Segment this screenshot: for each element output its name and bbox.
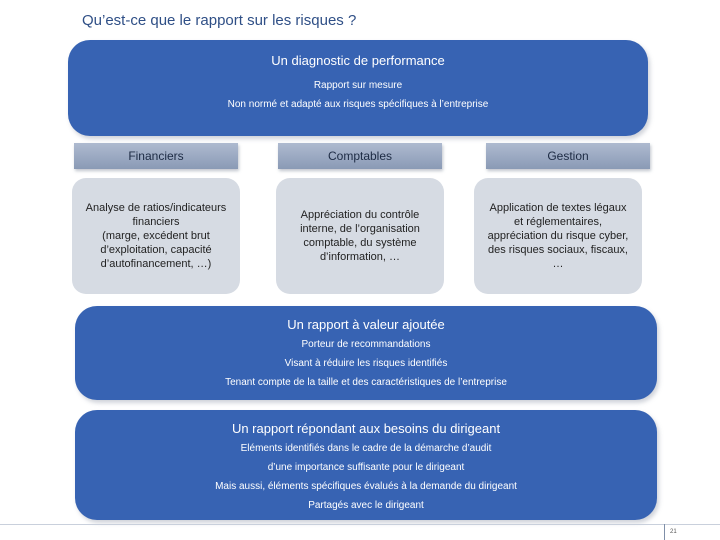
panel-line: d’une importance suffisante pour le dirigeant: [267, 462, 465, 473]
panel-line: Non normé et adapté aux risques spécifiques à l’entreprise: [227, 99, 489, 110]
panel-heading: Un rapport à valeur ajoutée: [287, 317, 445, 332]
panel-line: Porteur de recommandations: [301, 339, 431, 350]
panel-line: Eléments identifiés dans le cadre de la démarche d’audit: [240, 443, 492, 454]
panel-line: Partagés avec le dirigeant: [308, 500, 424, 511]
panel-heading: Un diagnostic de performance: [271, 53, 445, 68]
category-gestion: Gestion: [486, 143, 650, 169]
panel-line: Visant à réduire les risques identifiés: [284, 358, 448, 369]
footer-divider: [0, 524, 720, 525]
page-title: Qu’est-ce que le rapport sur les risques ?: [82, 12, 357, 29]
page-number: 21: [670, 529, 677, 535]
description-gestion: Application de textes légaux et réglementaires, appréciation du risque cyber, des risques sociaux, fiscaux, …: [474, 178, 642, 294]
panel-diagnostic-performance: [68, 40, 648, 136]
footer-separator: [664, 524, 665, 540]
panel-heading: Un rapport répondant aux besoins du dirigeant: [231, 421, 501, 436]
panel-besoins-dirigeant: [75, 410, 657, 520]
panel-valeur-ajoutee: [75, 306, 657, 400]
panel-line: Mais aussi, éléments spécifiques évalués à la demande du dirigeant: [215, 481, 517, 492]
description-financiers: Analyse de ratios/indicateurs financiers (marge, excédent brut d’exploitation, capacité d’autofinancement, …): [72, 178, 240, 294]
panel-line: Tenant compte de la taille et des caractéristiques de l’entreprise: [225, 377, 507, 388]
category-comptables: Comptables: [278, 143, 442, 169]
category-financiers: Financiers: [74, 143, 238, 169]
description-comptables: Appréciation du contrôle interne, de l’organisation comptable, du système d’information, …: [276, 178, 444, 294]
panel-line: Rapport sur mesure: [313, 80, 403, 91]
